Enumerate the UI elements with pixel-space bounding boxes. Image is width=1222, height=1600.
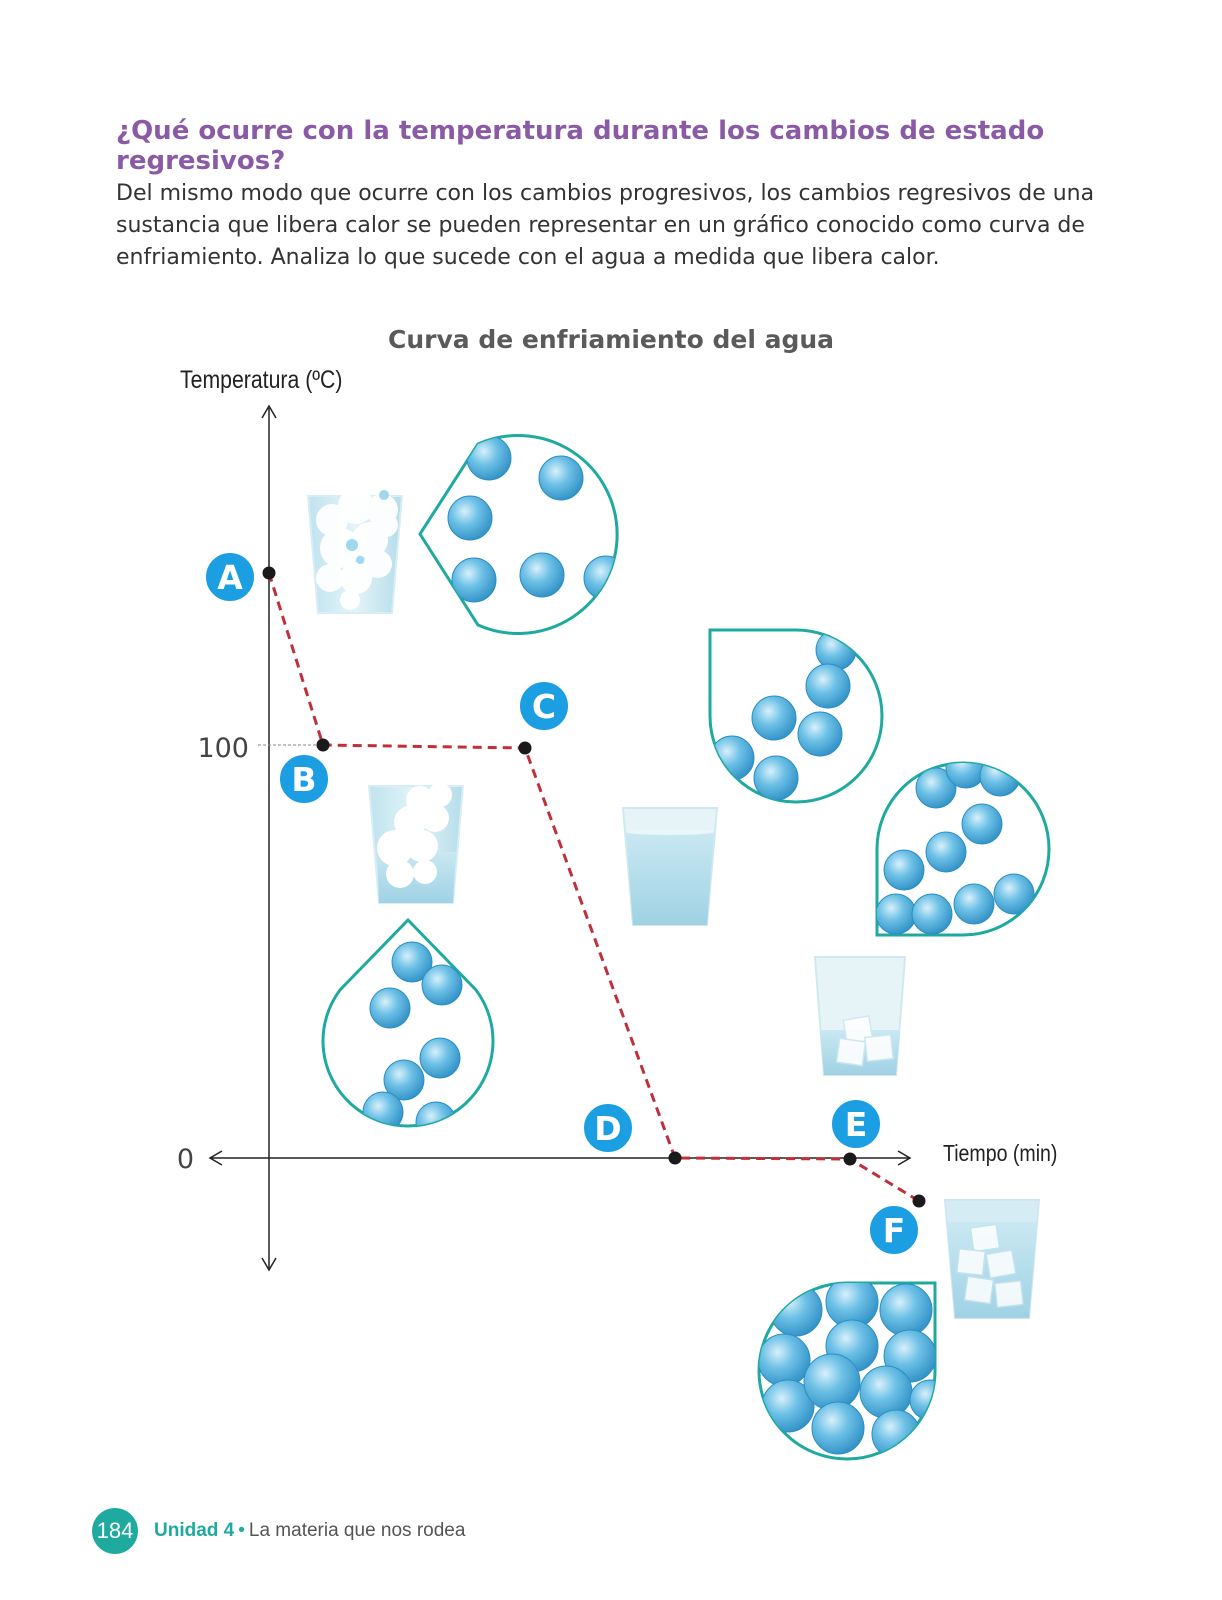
badge-b — [279, 754, 329, 804]
intro-paragraph: Del mismo modo que ocurre con los cambios progresivos, los cambios regresivos de una sustancia que libera calor se pueden representar en un gráfico conocido como curva de enfriamiento. Analiza lo que sucede con el agua a medida que libera calor. — [116, 181, 1095, 270]
footer-separator: • — [238, 1520, 245, 1541]
glass-liquid — [623, 808, 717, 925]
badge-a — [205, 552, 255, 602]
unit-label: Unidad 4 — [154, 1520, 235, 1541]
badge-c — [519, 681, 569, 731]
badge-f — [869, 1205, 919, 1255]
badge-label-c: C — [531, 687, 557, 726]
point-b — [317, 739, 330, 752]
gas-particles-bubble — [420, 435, 628, 633]
badge-label-b: B — [291, 760, 317, 799]
badge-label-a: A — [217, 558, 243, 597]
badge-label-f: F — [882, 1211, 906, 1250]
point-e — [844, 1153, 857, 1166]
glass-ice — [945, 1200, 1039, 1318]
glass-freezing — [815, 957, 905, 1075]
chart-title: Curva de enfriamiento del agua — [387, 325, 835, 354]
page-number: 184 — [92, 1508, 138, 1554]
glass-vapor — [308, 488, 402, 613]
liquid-particles-bubble-3 — [876, 748, 1049, 935]
y-tick-0: 0 — [176, 1144, 194, 1175]
badge-d — [583, 1103, 633, 1153]
page-footer — [92, 1508, 465, 1554]
y-axis-label: Temperatura (ºC) — [180, 366, 343, 394]
badge-label-e: E — [844, 1105, 868, 1144]
point-f — [913, 1195, 926, 1208]
section-heading: ¿Qué ocurre con la temperatura durante los cambios de estado regresivos? — [116, 116, 1045, 176]
liquid-particles-bubble-2 — [710, 630, 882, 802]
liquid-particles-bubble-1 — [323, 920, 493, 1142]
unit-subtitle: La materia que nos rodea — [248, 1520, 466, 1541]
badge-e — [831, 1099, 881, 1149]
solid-particles-bubble — [758, 1276, 950, 1459]
point-d — [669, 1152, 682, 1165]
badge-label-d: D — [594, 1109, 622, 1148]
y-tick-100: 100 — [197, 733, 249, 764]
point-a — [263, 567, 276, 580]
x-axis-label: Tiempo (min) — [943, 1140, 1058, 1166]
point-c — [519, 742, 532, 755]
glass-condensing — [369, 783, 463, 903]
